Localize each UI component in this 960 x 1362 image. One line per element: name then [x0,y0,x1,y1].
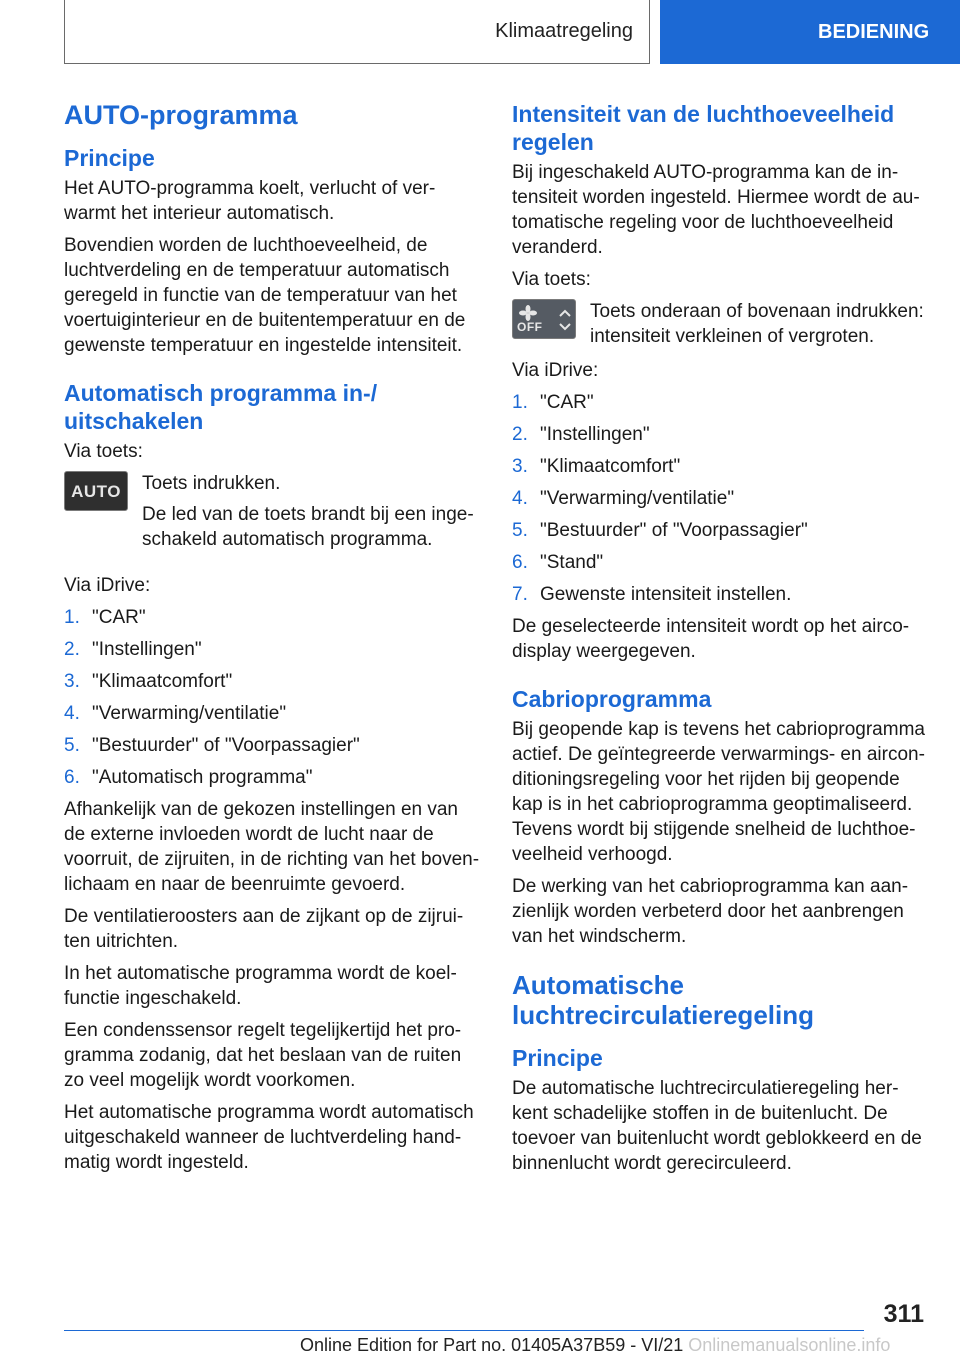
list-item: 5. "Bestuurder" of "Voorpassagier" [512,520,808,541]
via-toets-label: Via toets: [64,441,143,462]
intensiteit-paragraph: Bij ingeschakeld AUTO-programma kan de in-tensiteit worden ingesteld. Hiermee wordt de au-tomatische regeling voor de luchthoeveelheid veranderd. [512,162,920,258]
header-section [64,0,650,64]
via-idrive-label: Via iDrive: [64,575,151,596]
principe-paragraph-1: Het AUTO-programma koelt, verlucht of ver-warmt het interieur automatisch. [64,178,436,224]
body-paragraph: Een condenssensor regelt tegelijkertijd het pro-gramma zodanig, dat het beslaan van de ruiten zo veel mogelijk wordt voorkomen. [64,1020,462,1091]
list-item: 4. "Verwarming/ventilatie" [64,703,287,724]
fan-icon [517,305,539,321]
principe-heading: Principe [64,145,155,171]
list-item: 1. "CAR" [512,392,594,413]
list-item: 1. "CAR" [64,607,146,628]
auto-programma-title: AUTO-programma [64,100,298,130]
auto-key-icon [64,471,128,511]
chevron-up-icon [559,309,571,317]
list-item: 4. "Verwarming/ventilatie" [512,488,735,509]
aan-uit-heading: Automatisch programma in-/ uitschakelen [64,380,378,434]
right-column [512,100,932,1183]
watermark-text: Onlinemanualsonline.info [688,1335,891,1355]
header-category-label: BEDIENING [818,20,930,43]
body-paragraph: In het automatische programma wordt de koel-functie ingeschakeld. [64,963,457,1009]
intensiteit-heading: Intensiteit van de luchthoeveelheid regelen [512,101,895,155]
recirculatie-paragraph: De automatische luchtrecirculatieregeling her-kent schadelijke stoffen in de buitenlucht. De toevoer van buitenlucht wordt geblokkeerd en de binnenlucht wordt gerecirculeerd. [512,1078,922,1174]
header-section-title: Klimaatregeling [495,20,633,42]
via-toets-label: Via toets: [512,269,591,290]
fan-key-icon [512,299,576,339]
list-item: 2. "Instellingen" [64,639,202,660]
idrive-steps-list [64,605,482,790]
cabrio-paragraph-2: De werking van het cabrioprogramma kan aan-zienlijk worden verbeterd door het aanbrengen van het windscherm. [512,876,909,947]
toets-instructie: Toets onderaan of bovenaan indrukken: intensiteit verkleinen of vergroten. [590,301,924,347]
list-item: 5. "Bestuurder" of "Voorpassagier" [64,735,360,756]
cabrio-paragraph-1: Bij geopende kap is tevens het cabrioprogramma actief. De geïntegreerde verwarmings- en aircon-ditioningsregeling voor het rijden bij geopende kap is in het cabrioprogramma geoptimaliseerd. Tevens wordt bij stijgende snelheid de luchthoe-veelheid verhoogd. [512,719,925,865]
list-item: 2. "Instellingen" [512,424,650,445]
edition-text: Online Edition for Part no. 01405A37B59 - VI/21 [300,1335,684,1355]
list-item: 6. "Automatisch programma" [64,767,313,788]
body-paragraph: Afhankelijk van de gekozen instellingen en van de externe invloeden wordt de lucht naar de voorruit, de zijruiten, in de richting van het boven-lichaam en naar de beenruimte gevoerd. [64,799,480,895]
auto-key-row [64,471,482,523]
idrive-steps-list [512,390,932,607]
left-column [64,100,482,1182]
recirculatie-principe-heading: Principe [512,1045,603,1071]
body-paragraph: De ventilatieroosters aan de zijkant op de zijrui-ten uitrichten. [64,906,464,952]
header-category [660,0,960,64]
body-paragraph: Het automatische programma wordt automatisch uitgeschakeld wanneer de luchtverdeling hand-matig wordt ingesteld. [64,1102,474,1173]
footer-edition [300,1335,890,1356]
page-number: 311 [883,1300,924,1328]
auto-key-label: AUTO [71,481,121,501]
cabrio-heading: Cabrioprogramma [512,686,712,712]
fan-key-row [512,299,932,351]
list-item: 3. "Klimaatcomfort" [512,456,681,477]
list-item: 3. "Klimaatcomfort" [64,671,233,692]
toets-action: Toets indrukken. [142,473,281,494]
recirculatie-title: Automatische luchtrecirculatieregeling [512,970,814,1030]
led-text: De led van de toets brandt bij een inge-schakeld automatisch programma. [142,504,474,550]
list-item: 7. Gewenste intensiteit instellen. [512,584,792,605]
off-label: OFF [517,319,543,334]
principe-paragraph-2: Bovendien worden de luchthoeveelheid, de luchtverdeling en de temperatuur automatisch geregeld in functie van de temperatuur van het voertuiginterieur en de buitentemperatuur en de gewenste temperatuur en ingestelde intensiteit. [64,235,466,356]
intensiteit-display-text: De geselecteerde intensiteit wordt op het airco-display weergegeven. [512,616,910,662]
via-idrive-label: Via iDrive: [512,360,599,381]
list-item: 6. "Stand" [512,552,604,573]
footer-divider [64,1330,864,1331]
chevron-down-icon [559,323,571,331]
